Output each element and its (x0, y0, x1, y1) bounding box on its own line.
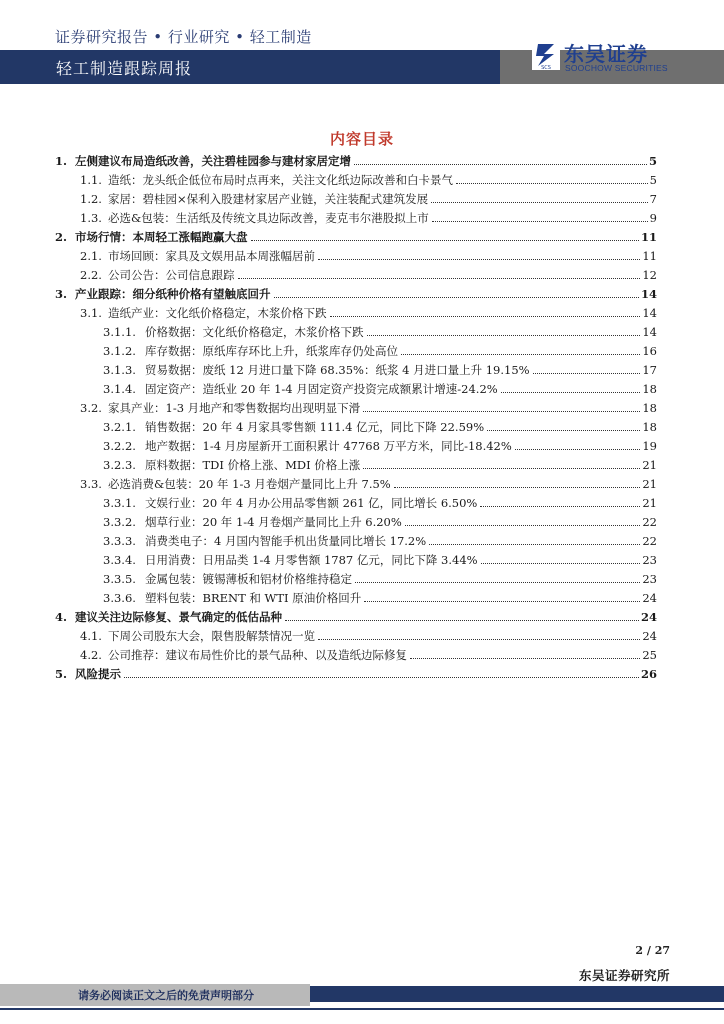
toc-entry[interactable] (103, 321, 657, 339)
toc-entry-page: 5 (649, 173, 657, 187)
logo-text-en: SOOCHOW SECURITIES (565, 63, 668, 73)
toc-entry-page: 14 (642, 306, 657, 320)
logo-mark-icon (532, 40, 560, 70)
toc-entry-text: 家具产业：1-3 月地产和零售数据均出现明显下滑 (108, 401, 361, 415)
toc-entry[interactable] (55, 606, 657, 624)
toc-leader (405, 525, 641, 526)
toc-entry[interactable] (55, 226, 657, 244)
toc-entry-number: 1.1. (80, 173, 102, 187)
toc-leader (251, 240, 639, 241)
toc-entry-number: 3.3.4. (103, 553, 136, 567)
toc-leader (363, 468, 640, 469)
toc-entry-number: 3.3.1. (103, 496, 136, 510)
toc-entry-number: 3.3. (80, 477, 102, 491)
svg-text:SCS: SCS (541, 65, 551, 70)
toc-entry-page: 22 (642, 534, 657, 548)
toc-entry-page: 14 (642, 325, 657, 339)
toc-entry-number: 3.3.3. (103, 534, 136, 548)
toc-entry-number: 3.2.1. (103, 420, 136, 434)
toc-entry[interactable] (80, 188, 657, 206)
toc-entry[interactable] (103, 530, 657, 548)
toc-entry-number: 3. (55, 287, 68, 301)
toc-leader (274, 297, 639, 298)
toc-entry[interactable] (80, 302, 657, 320)
toc-entry-text: 公司公告：公司信息跟踪 (108, 268, 235, 282)
toc-entry-number: 3.2. (80, 401, 102, 415)
toc-entry-number: 1.3. (80, 211, 102, 225)
toc-entry-text: 市场行情：本周轻工涨幅跑赢大盘 (75, 230, 248, 244)
toc-entry-text: 市场回顾：家具及文娱用品本周涨幅居前 (108, 249, 315, 263)
toc-entry-page: 21 (642, 458, 657, 472)
toc-entry[interactable] (103, 587, 657, 605)
toc-entry-page: 24 (642, 591, 657, 605)
toc-entry[interactable] (80, 264, 657, 282)
toc-leader (330, 316, 641, 317)
toc-entry-text: 塑料包装：BRENT 和 WTI 原油价格回升 (145, 591, 362, 605)
toc-entry-page: 14 (640, 287, 657, 301)
toc-entry[interactable] (103, 416, 657, 434)
toc-entry[interactable] (80, 473, 657, 491)
toc-leader (285, 620, 639, 621)
toc-entry-text: 造纸产业：文化纸价格稳定，木浆价格下跌 (108, 306, 327, 320)
toc-entry-text: 烟草行业：20 年 1-4 月卷烟产量同比上升 6.20% (145, 515, 402, 529)
toc-entry-page: 18 (642, 420, 657, 434)
toc-entry-page: 21 (642, 496, 657, 510)
toc-entry-text: 固定资产：造纸业 20 年 1-4 月固定资产投资完成额累计增速-24.2% (145, 382, 498, 396)
toc-leader (515, 449, 641, 450)
toc-entry-number: 2. (55, 230, 68, 244)
toc-entry[interactable] (103, 549, 657, 567)
toc-entry-page: 11 (642, 249, 657, 263)
toc-leader (533, 373, 641, 374)
toc-entry-number: 1. (55, 154, 68, 168)
toc-entry[interactable] (80, 625, 657, 643)
toc-entry-number: 3.3.2. (103, 515, 136, 529)
toc-entry-text: 地产数据：1-4 月房屋新开工面积累计 47768 万平方米，同比-18.42% (145, 439, 512, 453)
toc-entry-number: 4.1. (80, 629, 102, 643)
disclaimer-notice: 请务必阅读正文之后的免责声明部分 (78, 989, 254, 1002)
toc-entry-text: 库存数据：原纸库存环比上升，纸浆库存仍处高位 (145, 344, 398, 358)
toc-leader (487, 430, 640, 431)
toc-entry[interactable] (80, 245, 657, 263)
toc-entry-text: 公司推荐：建议布局性价比的景气品种、以及造纸边际修复 (108, 648, 407, 662)
toc-leader (318, 639, 640, 640)
toc-entry-page: 5 (648, 154, 657, 168)
report-title: 轻工制造跟踪周报 (56, 59, 193, 78)
toc-entry-number: 3.1.3. (103, 363, 136, 377)
toc-entry-number: 2.2. (80, 268, 102, 282)
toc-entry-text: 造纸：龙头纸企低位布局时点再来，关注文化纸边际改善和白卡景气 (108, 173, 453, 187)
toc-entry-page: 18 (642, 382, 657, 396)
toc-entry[interactable] (103, 359, 657, 377)
toc-leader (401, 354, 640, 355)
toc-entry[interactable] (103, 435, 657, 453)
toc-entry-page: 18 (642, 401, 657, 415)
toc-entry-number: 2.1. (80, 249, 102, 263)
toc-entry-page: 19 (642, 439, 657, 453)
toc-entry-text: 原料数据：TDI 价格上涨、MDI 价格上涨 (145, 458, 361, 472)
toc-leader (318, 259, 640, 260)
toc-entry[interactable] (80, 397, 657, 415)
toc-leader (364, 601, 640, 602)
toc-entry-text: 家居：碧桂园×保利入股建材家居产业链，关注装配式建筑发展 (108, 192, 429, 206)
breadcrumb: 证券研究报告 • 行业研究 • 轻工制造 (55, 28, 312, 46)
toc-entry-number: 3.1.4. (103, 382, 136, 396)
toc-entry-number: 4. (55, 610, 68, 624)
toc-entry-page: 22 (642, 515, 657, 529)
toc-leader (363, 411, 640, 412)
toc-entry-page: 12 (642, 268, 657, 282)
toc-leader (432, 221, 648, 222)
logo-text-cn: 东吴证券 (564, 42, 648, 66)
toc-leader (456, 183, 648, 184)
footer-firm-name: 东吴证券研究所 (578, 968, 670, 983)
toc-entry[interactable] (103, 511, 657, 529)
toc-entry[interactable] (80, 169, 657, 187)
toc-entry[interactable] (103, 378, 657, 396)
toc-entry[interactable] (103, 340, 657, 358)
toc-entry-page: 17 (642, 363, 657, 377)
toc-leader (354, 164, 647, 165)
toc-leader (429, 544, 640, 545)
toc-entry-text: 金属包装：镀锡薄板和铝材价格维持稳定 (145, 572, 352, 586)
toc-entry-page: 23 (642, 553, 657, 567)
toc-entry-page: 11 (640, 230, 657, 244)
toc-leader (480, 506, 640, 507)
toc-entry-number: 3.3.6. (103, 591, 136, 605)
toc-leader (431, 202, 648, 203)
toc-entry-number: 4.2. (80, 648, 102, 662)
toc-entry-number: 3.2.3. (103, 458, 136, 472)
page-indicator: 2 / 27 (635, 944, 670, 957)
toc-entry-text: 消费类电子：4 月国内智能手机出货量同比增长 17.2% (145, 534, 427, 548)
toc-entry-text: 日用消费：日用品类 1-4 月零售额 1787 亿元，同比下降 3.44% (145, 553, 478, 567)
toc-entry-text: 风险提示 (75, 667, 121, 681)
toc-entry-text: 文娱行业：20 年 4 月办公用品零售额 261 亿，同比增长 6.50% (145, 496, 478, 510)
toc-entry-number: 3.3.5. (103, 572, 136, 586)
toc-entry-page: 9 (649, 211, 657, 225)
toc-entry-page: 26 (640, 667, 657, 681)
toc-entry-text: 必选&包装：生活纸及传统文具边际改善，麦克韦尔港股拟上市 (108, 211, 429, 225)
toc-leader (410, 658, 640, 659)
toc-entry-number: 1.2. (80, 192, 102, 206)
toc-entry[interactable] (103, 568, 657, 586)
toc-entry-page: 21 (642, 477, 657, 491)
toc-entry-text: 价格数据：文化纸价格稳定，木浆价格下跌 (145, 325, 364, 339)
toc-entry[interactable] (80, 207, 657, 225)
toc-entry-text: 下周公司股东大会，限售股解禁情况一览 (108, 629, 315, 643)
toc-entry[interactable] (80, 644, 657, 662)
toc-entry[interactable] (55, 663, 657, 681)
company-logo (532, 40, 692, 80)
toc-title: 内容目录 (329, 130, 394, 148)
toc-entry-page: 7 (649, 192, 657, 206)
toc-leader (481, 563, 641, 564)
toc-entry-page: 16 (642, 344, 657, 358)
toc-entry-text: 建议关注边际修复、景气确定的低估品种 (75, 610, 282, 624)
toc-entry-page: 24 (640, 610, 657, 624)
toc-leader (355, 582, 640, 583)
toc-entry-page: 25 (642, 648, 657, 662)
toc-entry-text: 销售数据：20 年 4 月家具零售额 111.4 亿元，同比下降 22.59% (145, 420, 485, 434)
toc-leader (367, 335, 641, 336)
toc-entry-number: 3.2.2. (103, 439, 136, 453)
toc-entry-page: 23 (642, 572, 657, 586)
toc-entry-number: 3.1.1. (103, 325, 136, 339)
toc-entry[interactable] (103, 492, 657, 510)
toc-entry[interactable] (55, 283, 657, 301)
toc-entry[interactable] (103, 454, 657, 472)
footer-divider (0, 1008, 724, 1010)
report-title-bar (0, 50, 500, 84)
toc-leader (501, 392, 641, 393)
toc-entry-text: 必选消费&包装：20 年 1-3 月卷烟产量同比上升 7.5% (108, 477, 391, 491)
toc-entry[interactable] (55, 150, 657, 168)
toc-entry-text: 左侧建议布局造纸改善，关注碧桂园参与建材家居定增 (75, 154, 351, 168)
toc-leader (394, 487, 641, 488)
toc-leader (124, 677, 639, 678)
toc-entry-text: 贸易数据：废纸 12 月进口量下降 68.35%：纸浆 4 月进口量上升 19.15% (145, 363, 530, 377)
toc-leader (238, 278, 641, 279)
toc-entry-page: 24 (642, 629, 657, 643)
toc-entry-number: 5. (55, 667, 68, 681)
toc-entry-number: 3.1. (80, 306, 102, 320)
toc-entry-number: 3.1.2. (103, 344, 136, 358)
toc-entry-text: 产业跟踪：细分纸种价格有望触底回升 (75, 287, 271, 301)
